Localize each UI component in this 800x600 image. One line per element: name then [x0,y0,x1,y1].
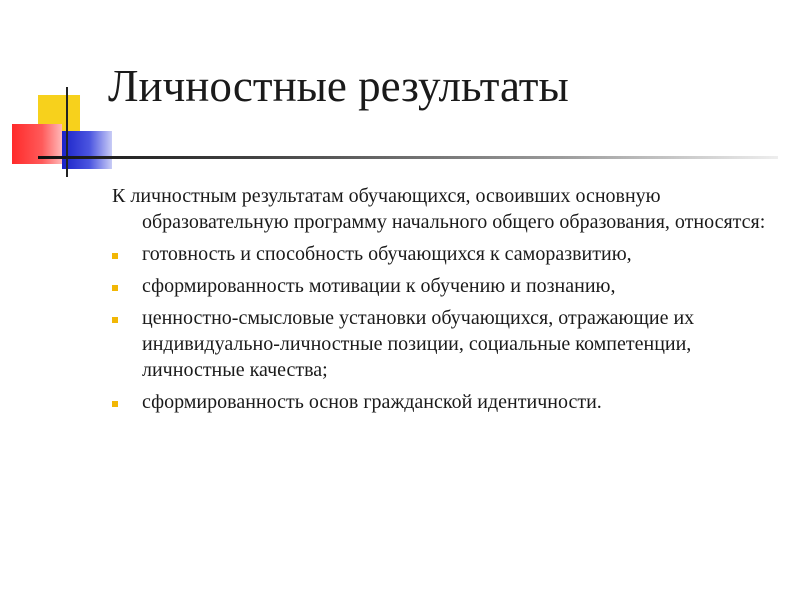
square-bullet-icon [112,401,118,407]
bullet-item [112,273,772,299]
decorative-blue-square [62,131,112,169]
bullet-item [112,389,772,415]
bullet-text: ценностно-смысловые установки обучающихся, отражающие их индивидуально-личностные позиции, социальные компетенции, личностные качества; [142,307,695,381]
decorative-vertical-line [66,87,68,177]
square-bullet-icon [112,285,118,291]
bullet-item [112,241,772,267]
bullet-text: готовность и способность обучающихся к саморазвитию, [142,243,632,265]
bullet-text: сформированность мотивации к обучению и познанию, [142,275,616,297]
square-bullet-icon [112,317,118,323]
bullet-text: сформированность основ гражданской идентичности. [142,391,602,413]
square-bullet-icon [112,253,118,259]
bullet-item [112,305,772,383]
slide-title: Личностные результаты [108,61,569,111]
title-underline-divider [38,156,778,159]
slide-body [112,183,772,421]
intro-paragraph: К личностным результатам обучающихся, освоивших основную образовательную программу начального общего образования, относятся: [112,185,766,233]
